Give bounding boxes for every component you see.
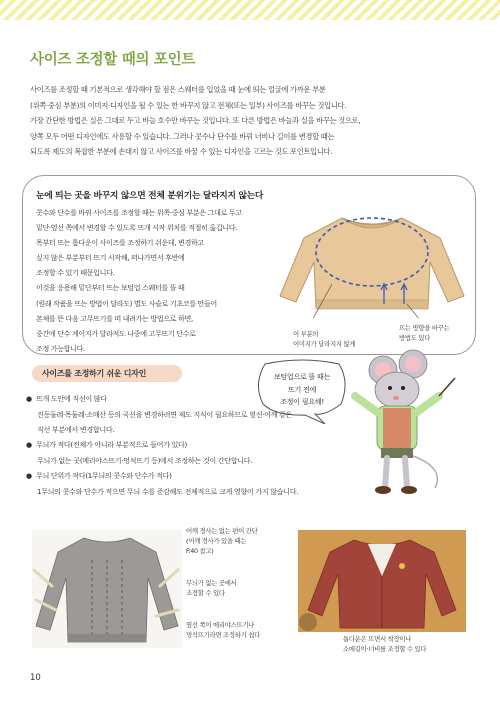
bullet-heading: ● 무늬 단위가 작다(1무늬의 콧수와 단수가 적다) xyxy=(26,468,356,484)
callout-line: 조정 가능합니다. xyxy=(36,343,85,353)
callout-line: 목부터 뜨는 톱다운이 사이즈를 조정하기 쉬운데, 변경하고 xyxy=(36,238,204,248)
callout-line: 콧수와 단수를 바꿔 사이즈를 조정할 때는 위쪽·중심 부분은 그대로 두고 xyxy=(36,208,242,217)
caption-keep-image: 이 부분의 이미지가 달라지지 않게 xyxy=(293,330,356,348)
caption-side-seam: 옆선 쪽이 메리야스뜨기나 멍석뜨기라면 조정하기 쉽다 xyxy=(186,621,260,639)
bullet-body: 직선 부분에서 변경합니다. xyxy=(37,425,115,434)
intro-line: 양쪽 모두 어떤 디자인에도 사용할 수 있습니다. 그러나 콧수나 단수를 바꿔 너비나 길이를 변경할 때는 xyxy=(30,131,335,141)
callout-line: (원래 작품을 뜨는 방법이 달라도) 별도 사슬로 기초코를 만들어 xyxy=(36,298,217,308)
caption-no-pattern: 무늬가 없는 곳에서 조정할 수 있다 xyxy=(186,579,237,597)
callout-line: 중간에 단수 게이지가 달라져도 나중에 고무뜨기 단수로 xyxy=(36,328,196,338)
callout-line: 조정할 수 있기 때문입니다. xyxy=(36,268,115,278)
list-item xyxy=(26,468,356,499)
bullet-body: 무늬가 없는 곳(메리야스뜨기·멍석뜨기 등)에서 조정하는 것이 간단합니다. xyxy=(37,456,253,465)
caption-change-direction: 뜨는 방향을 바꾸는 방법도 있다 xyxy=(399,324,450,342)
intro-paragraph xyxy=(30,82,476,160)
intro-line: (위쪽·중심 부분)의 이미지·디자인을 될 수 있는 한 바꾸지 않고 전체(또는 일부) 사이즈를 바꾸는 것입니다. xyxy=(30,100,347,110)
caption-top-down: 톱다운은 뜨면서 착장이나 소매길이·너비를 조정할 수 있다 xyxy=(343,635,427,653)
list-item xyxy=(26,391,356,437)
callout-line: 싶지 않은 부분부터 뜨기 시작해, 떠나가면서 후반에 xyxy=(36,253,185,263)
grey-sweater-photo xyxy=(32,530,182,648)
callout-text xyxy=(36,205,306,356)
bullet-body: 진동둘레·목둘레·소매산 등의 곡선을 변경하려면 제도 지식이 필요하므로 옆선·어깨 같은 xyxy=(37,410,293,419)
intro-line: 가장 간단한 방법은 실은 그대로 두고 바늘 호수만 바꾸는 것입니다. 또 다른 방법은 바늘과 실을 바꾸는 것으로, xyxy=(30,116,361,126)
mouse-illustration xyxy=(335,348,485,498)
section-label: 사이즈를 조정하기 쉬운 디자인 xyxy=(32,365,182,382)
top-stripe-banner xyxy=(0,0,500,20)
intro-line: 되도록 제도의 복잡한 부분에 손대지 않고 사이즈를 바꿀 수 있는 디자인을 고르는 것도 포인트입니다. xyxy=(30,147,333,157)
red-cardigan-photo xyxy=(298,530,466,632)
callout-line: 이것을 응용해 밑단부터 뜨는 보텀업 스웨터를 뜰 때 xyxy=(36,283,185,293)
intro-line: 사이즈를 조정할 때 기본적으로 생각해야 할 점은 스웨터를 입었을 때 눈에 띄는 얼굴에 가까운 부분 xyxy=(30,85,326,94)
callout-line: 본체를 뜬 다음 고무뜨기를 떠 내려가는 방법으로 하면, xyxy=(36,313,193,323)
page-title: 사이즈 조정할 때의 포인트 xyxy=(30,52,196,68)
sweater-illustration xyxy=(272,208,472,318)
bullet-list xyxy=(26,391,356,499)
bullet-body: 1무늬의 콧수와 단수가 적으면 무늬 수를 증감해도 전체적으로 크게 영향이 가지 않습니다. xyxy=(37,487,299,496)
caption-shoulder-slope: 어깨 경사는 없는 편이 간단 (어깨 경사가 있을 때는 P.40 참고) xyxy=(186,527,258,555)
callout-title: 눈에 띄는 곳을 바꾸지 않으면 전체 분위기는 달라지지 않는다 xyxy=(36,191,264,201)
speech-text: 보텀업으로 뜰 때는 뜨기 전에 조정이 필요해! xyxy=(273,372,331,407)
bullet-heading: ● 무늬가 적다(전체가 아니라 부분적으로 들어가 있다) xyxy=(26,437,356,453)
bullet-heading: ● 뜨개 도안에 직선이 많다 xyxy=(26,391,356,407)
list-item xyxy=(26,437,356,468)
page-number: 10 xyxy=(30,673,41,683)
callout-line: 밑단·옆선 쪽에서 변경할 수 있도록 뜨개 시작 위치를 적절히 옮깁니다. xyxy=(36,223,238,233)
